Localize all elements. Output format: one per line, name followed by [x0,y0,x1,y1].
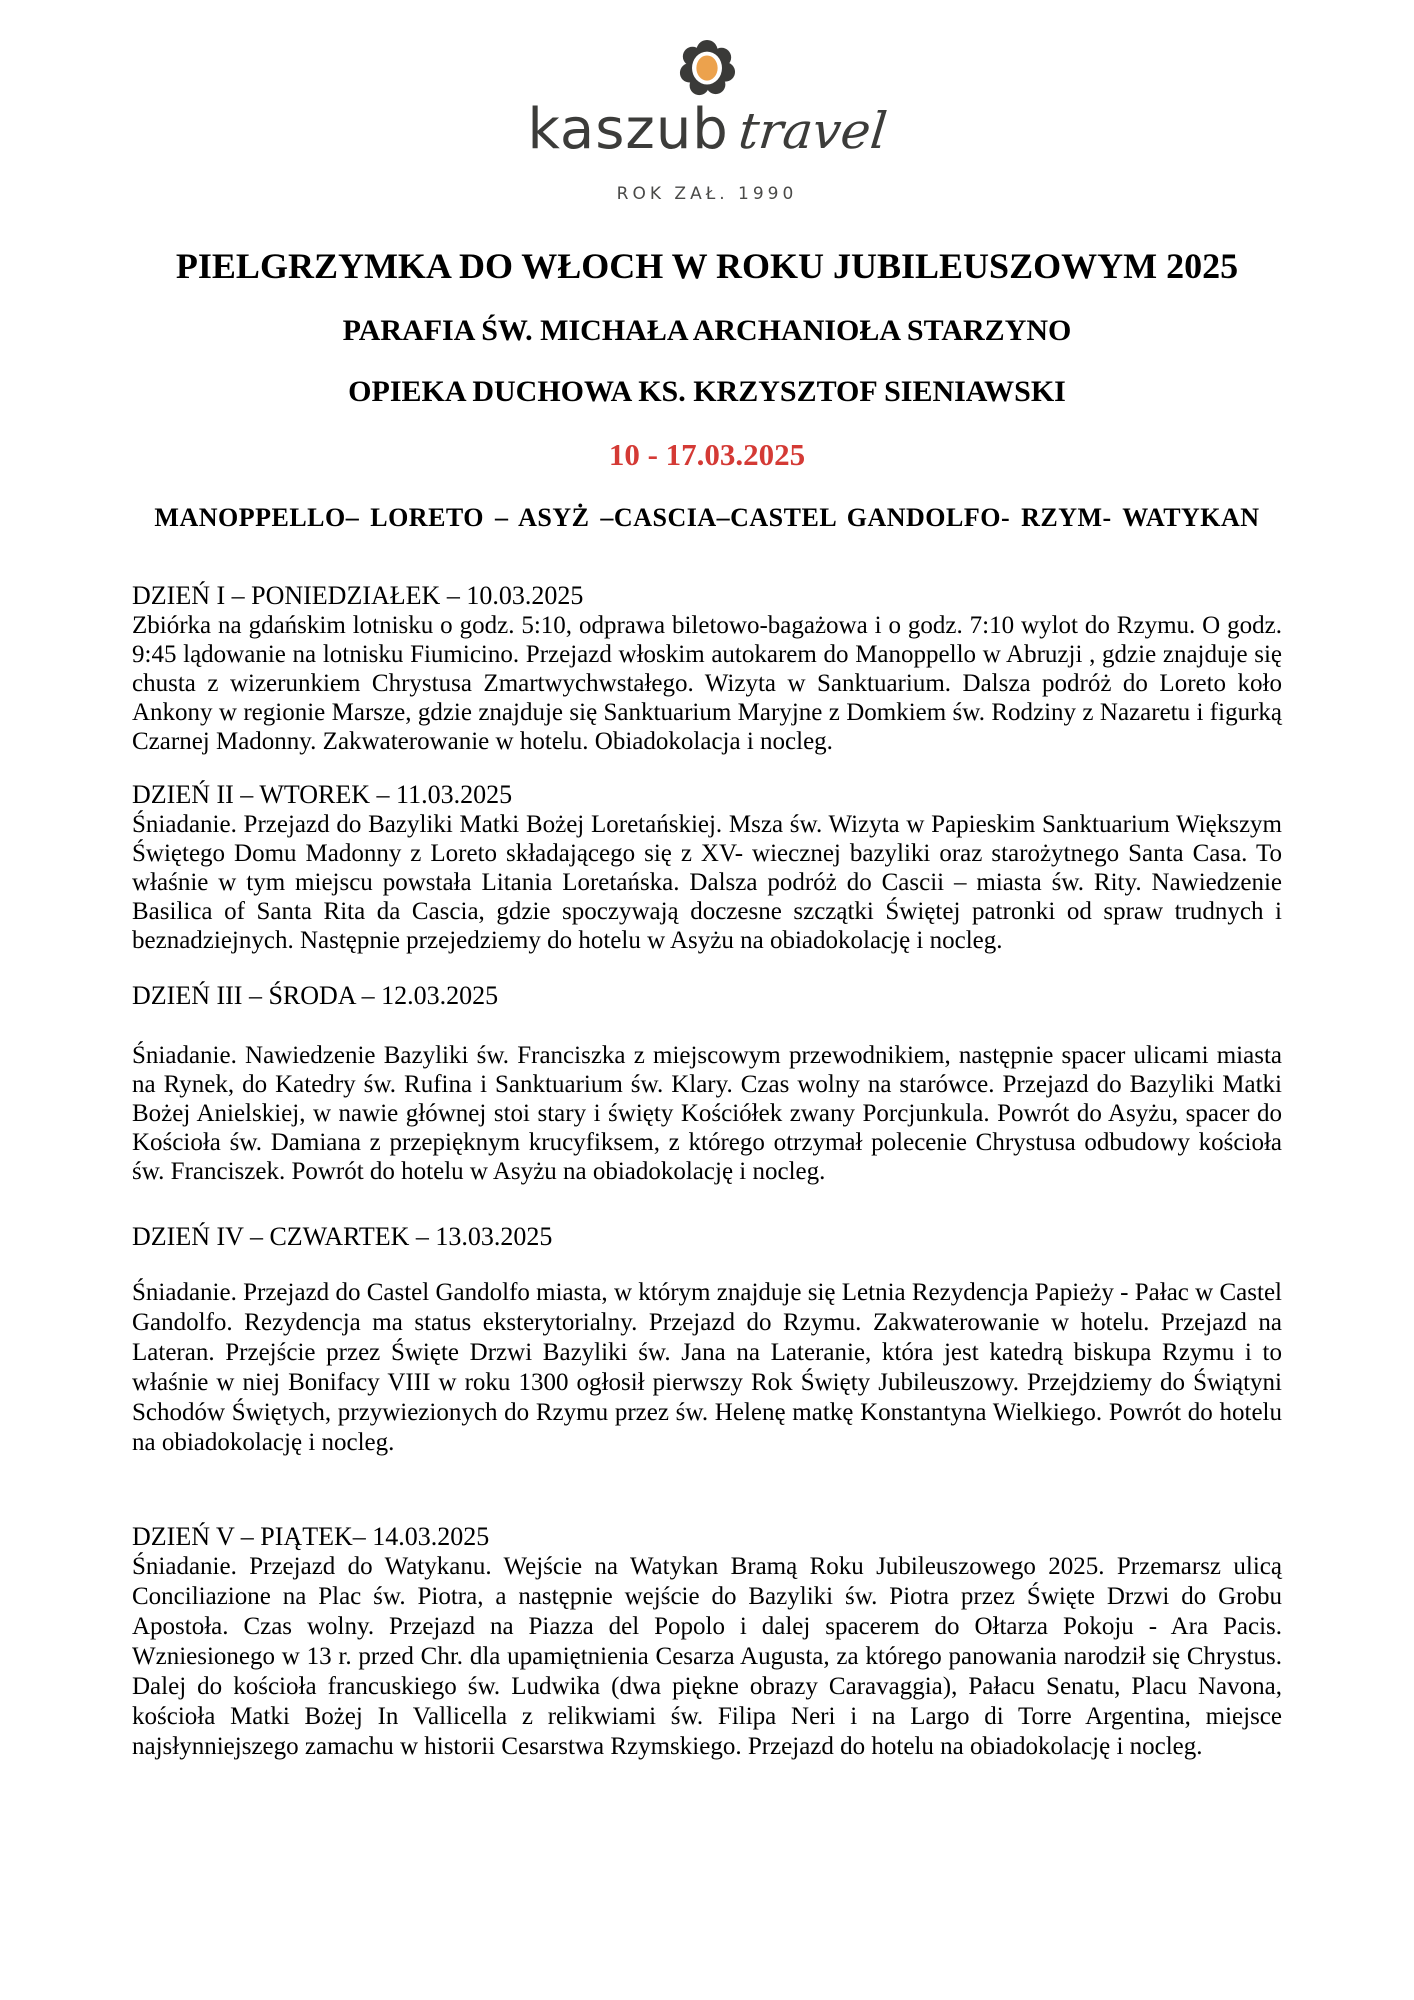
flower-logo-icon [678,40,736,98]
spiritual-care-subtitle: OPIEKA DUCHOWA KS. KRZYSZTOF SIENIAWSKI [348,374,1066,408]
day-1-heading: DZIEŃ I – PONIEDZIAŁEK – 10.03.2025 [132,580,584,610]
day-4-section [132,1222,1282,1458]
day-1-body: Zbiórka na gdańskim lotnisku o godz. 5:10, odprawa biletowo-bagażowa i o godz. 7:10 wylot do Rzymu. O godz. 9:45 lądowanie na lotnisku Fiumicino. Przejazd włoskim autokarem do Manoppello w Abruzji , gdzie znajduje się chusta z wizerunkiem Chrystusa Zmartwychwstałego. Wizyta w Sanktuarium. Dalsza podróż do Loreto koło Ankony w regionie Marsze, gdzie znajduje się Sanktuarium Maryjne z Domkiem św. Rodziny z Nazaretu i figurką Czarnej Madonny. Zakwaterowanie w hotelu. Obiadokolacja i nocleg. [132,611,1282,755]
day-3-heading: DZIEŃ III – ŚRODA – 12.03.2025 [132,980,499,1010]
page-title: PIELGRZYMKA DO WŁOCH W ROKU JUBILEUSZOWYM 2025 [175,246,1239,286]
day-3-section [132,981,1282,1186]
logo-brand-suffix-text: travel [735,102,890,160]
day-4-heading: DZIEŃ IV – CZWARTEK – 13.03.2025 [132,1221,553,1251]
day-5-heading: DZIEŃ V – PIĄTEK– 14.03.2025 [132,1521,490,1551]
logo-wordmark [132,97,1282,174]
document-content [132,0,1282,1762]
trip-dates: 10 - 17.03.2025 [608,436,806,472]
logo-brand-text: kaszub [527,97,729,162]
parish-subtitle: PARAFIA ŚW. MICHAŁA ARCHANIOŁA STARZYNO [342,313,1072,347]
logo-tagline: ROK ZAŁ. 1990 [616,184,798,204]
day-5-section [132,1522,1282,1762]
logo [132,40,1282,204]
day-1-section [132,581,1282,756]
day-3-body: Śniadanie. Nawiedzenie Bazyliki św. Franciszka z miejscowym przewodnikiem, następnie spacer ulicami miasta na Rynek, do Katedry św. Rufina i Sanktuarium św. Klary. Czas wolny na starówce. Przejazd do Bazyliki Matki Bożej Anielskiej, w nawie głównej stoi stary i święty Kościółek zwany Porcjunkula. Powrót do Asyżu, spacer do Kościoła św. Damiana z przepięknym krucyfiksem, z którego otrzymał polecenie Chrystusa odbudowy kościoła św. Franciszek. Powrót do hotelu w Asyżu na obiadokolację i nocleg. [132,1041,1282,1185]
route-line: MANOPPELLO– LORETO – ASYŻ –CASCIA–CASTEL GANDOLFO- RZYM- WATYKAN [154,502,1260,532]
day-2-heading: DZIEŃ II – WTOREK – 11.03.2025 [132,779,513,809]
day-5-body: Śniadanie. Przejazd do Watykanu. Wejście na Watykan Bramą Roku Jubileuszowego 2025. Przemarsz ulicą Conciliazione na Plac św. Piotra, a następnie wejście do Bazyliki św. Piotra przez Święte Drzwi do Grobu Apostoła. Czas wolny. Przejazd na Piazza del Popolo i dalej spacerem do Ołtarza Pokoju - Ara Pacis. Wzniesionego w 13 r. przed Chr. dla upamiętnienia Cesarza Augusta, za którego panowania narodził się Chrystus. Dalej do kościoła francuskiego św. Ludwika (dwa piękne obrazy Caravaggia), Pałacu Senatu, Placu Navona, kościoła Matki Bożej In Vallicella z relikwiami św. Filipa Neri i na Largo di Torre Argentina, miejsce najsłynniejszego zamachu w historii Cesarstwa Rzymskiego. Przejazd do hotelu na obiadokolację i nocleg. [132,1552,1282,1760]
day-4-body: Śniadanie. Przejazd do Castel Gandolfo miasta, w którym znajduje się Letnia Rezydencja Papieży - Pałac w Castel Gandolfo. Rezydencja ma status eksterytorialny. Przejazd do Rzymu. Zakwaterowanie w hotelu. Przejazd na Lateran. Przejście przez Święte Drzwi Bazyliki św. Jana na Lateranie, która jest katedrą biskupa Rzymu i to właśnie w niej Bonifacy VIII w roku 1300 ogłosił pierwszy Rok Święty Jubileuszowy. Przejdziemy do Świątyni Schodów Świętych, przywiezionych do Rzymu przez św. Helenę matkę Konstantyna Wielkiego. Powrót do hotelu na obiadokolację i nocleg. [132,1278,1282,1456]
day-2-section [132,780,1282,955]
day-2-body: Śniadanie. Przejazd do Bazyliki Matki Bożej Loretańskiej. Msza św. Wizyta w Papieskim Sanktuarium Większym Świętego Domu Madonny z Loreto składającego się z XV- wiecznej bazyliki oraz starożytnego Santa Casa. To właśnie w tym miejscu powstała Litania Loretańska. Dalsza podróż do Cascii – miasta św. Rity. Nawiedzenie Basilica of Santa Rita da Cascia, gdzie spoczywają doczesne szczątki Świętej patronki od spraw trudnych i beznadziejnych. Następnie przejedziemy do hotelu w Asyżu na obiadokolację i nocleg. [132,810,1282,954]
